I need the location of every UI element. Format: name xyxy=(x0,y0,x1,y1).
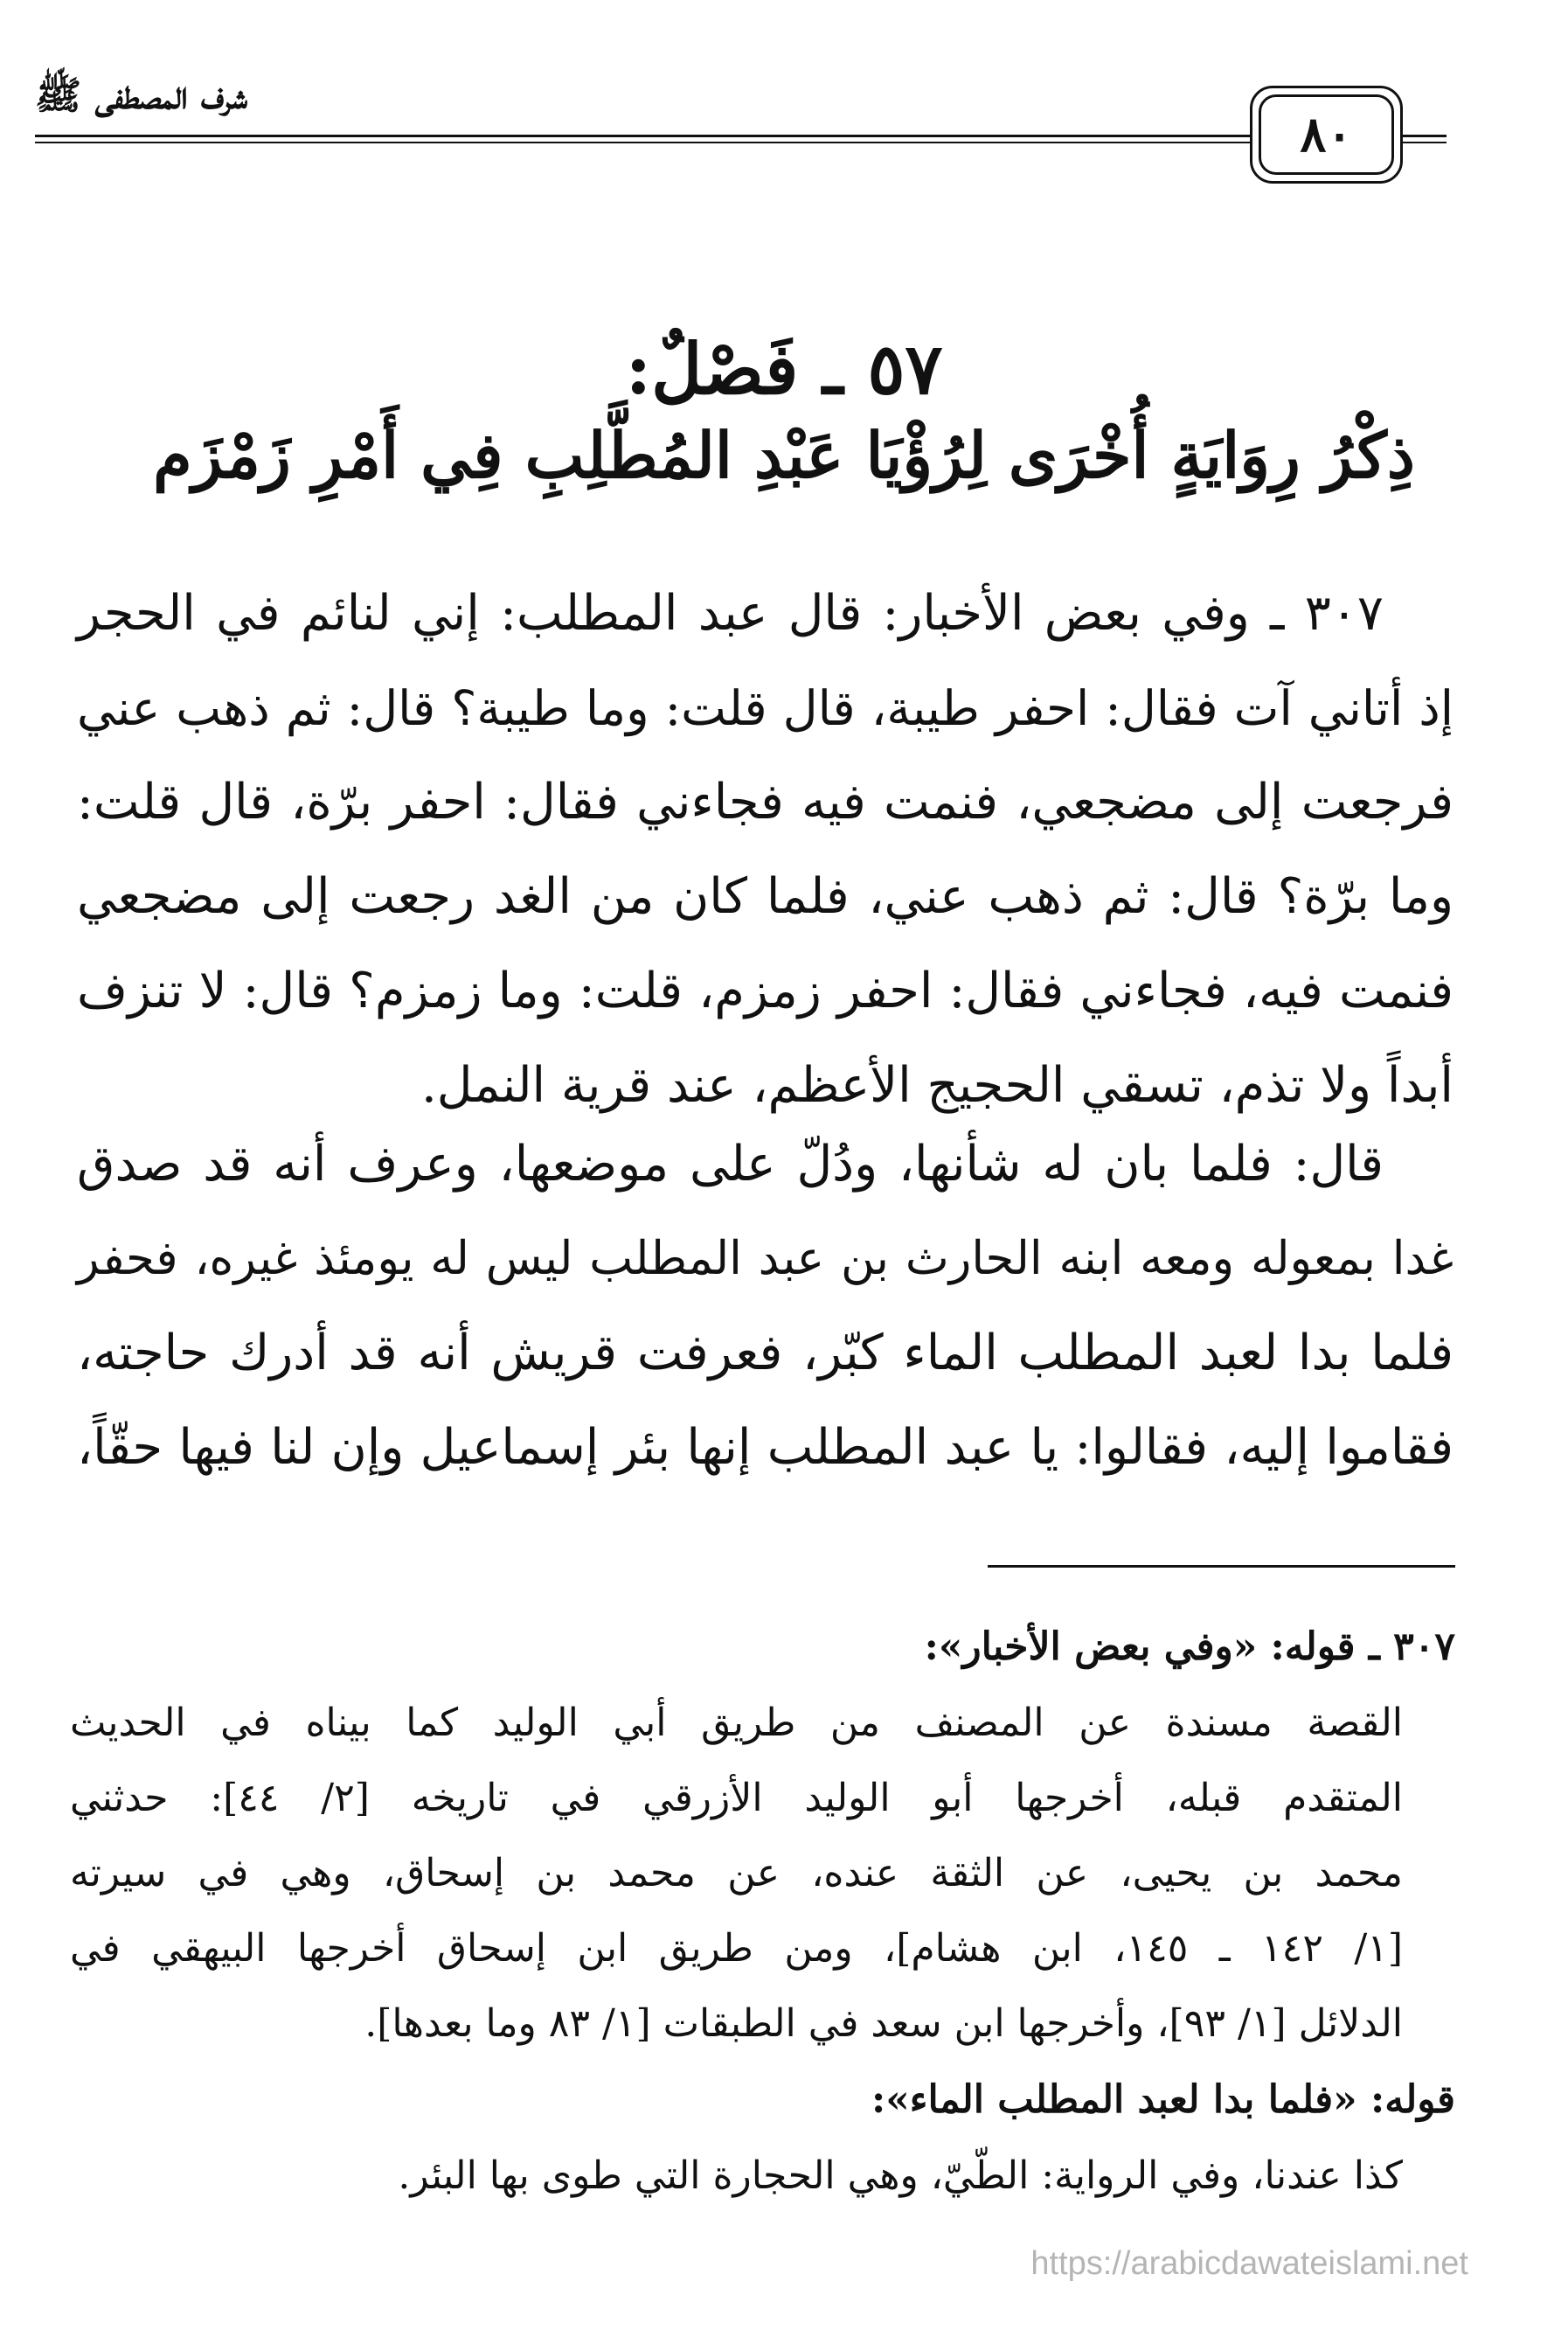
running-header-title: شرف المصطفى ﷺ xyxy=(35,73,248,118)
footnote-line: الدلائل [١/ ٩٣]، وأخرجها ابن سعد في الطبقات [١/ ٨٣ وما بعدها]. xyxy=(364,2001,1403,2046)
section-number-title: ٥٧ ـ فَصْلٌ: xyxy=(625,328,943,410)
body-line: فنمت فيه، فجاءني فقال: احفر زمزم، قلت: وما زمزم؟ قال: لا تنزف xyxy=(77,963,1454,1019)
footnote-heading: ٣٠٧ ـ قوله: «وفي بعض الأخبار»: xyxy=(924,1624,1455,1669)
body-line: أبداً ولا تذم، تسقي الحجيج الأعظم، عند قرية النمل. xyxy=(420,1057,1454,1114)
header-rule xyxy=(1403,142,1447,143)
header-rule xyxy=(1403,135,1447,137)
footnote-separator xyxy=(988,1565,1455,1568)
body-line: إذ أتاني آت فقال: احفر طيبة، قال قلت: وما طيبة؟ قال: ثم ذهب عني xyxy=(77,680,1454,736)
footnote-heading: قوله: «فلما بدا لعبد المطلب الماء»: xyxy=(871,2077,1455,2122)
footnote-line: محمد بن يحيى، عن الثقة عنده، عن محمد بن إسحاق، وهي في سيرته xyxy=(70,1851,1403,1895)
watermark-url: https://arabicdawateislami.net xyxy=(1030,2245,1468,2282)
header-rule xyxy=(35,142,1250,143)
body-line: فرجعت إلى مضجعي، فنمت فيه فجاءني فقال: احفر برّة، قال قلت: xyxy=(77,774,1454,831)
footnote-2 xyxy=(70,2062,1455,2214)
body-line: قال: فلما بان له شأنها، ودُلّ على موضعها، وعرف أنه قد صدق xyxy=(77,1136,1384,1193)
body-paragraph-1 xyxy=(77,567,1454,1133)
page-number: ٨٠ xyxy=(1259,94,1394,175)
footnote-line: المتقدم قبله، أخرجها أبو الوليد الأزرقي في تاريخه [٢/ ٤٤]: حدثني xyxy=(70,1776,1404,1820)
section-subtitle: ذِكْرُ رِوَايَةٍ أُخْرَى لِرُؤْيَا عَبْدِ المُطَّلِبِ فِي أَمْرِ زَمْزَم xyxy=(153,418,1415,492)
body-line: ٣٠٧ ـ وفي بعض الأخبار: قال عبد المطلب: إني لنائم في الحجر xyxy=(77,585,1384,642)
body-line: غدا بمعوله ومعه ابنه الحارث بن عبد المطلب ليس له يومئذ غيره، فحفر xyxy=(77,1232,1454,1285)
body-line: فلما بدا لعبد المطلب الماء كبّر، فعرفت قريش أنه قد أدرك حاجته، xyxy=(77,1325,1454,1381)
header-rule xyxy=(35,135,1250,137)
footnote-1 xyxy=(70,1609,1455,2062)
body-paragraph-2 xyxy=(77,1117,1454,1495)
page-number-frame xyxy=(1250,86,1403,184)
body-line: فقاموا إليه، فقالوا: يا عبد المطلب إنها بئر إسماعيل وإن لنا فيها حقّاً، xyxy=(77,1419,1454,1476)
footnote-line: القصة مسندة عن المصنف من طريق أبي الوليد كما بيناه في الحديث xyxy=(70,1701,1403,1745)
footnote-line: كذا عندنا، وفي الرواية: الطّيّ، وهي الحجارة التي طوى بها البئر. xyxy=(398,2153,1403,2198)
body-line: وما برّة؟ قال: ثم ذهب عني، فلما كان من الغد رجعت إلى مضجعي xyxy=(77,868,1454,925)
footnote-line: [١/ ١٤٢ ـ ١٤٥، ابن هشام]، ومن طريق ابن إسحاق أخرجها البيهقي في xyxy=(70,1926,1403,1971)
